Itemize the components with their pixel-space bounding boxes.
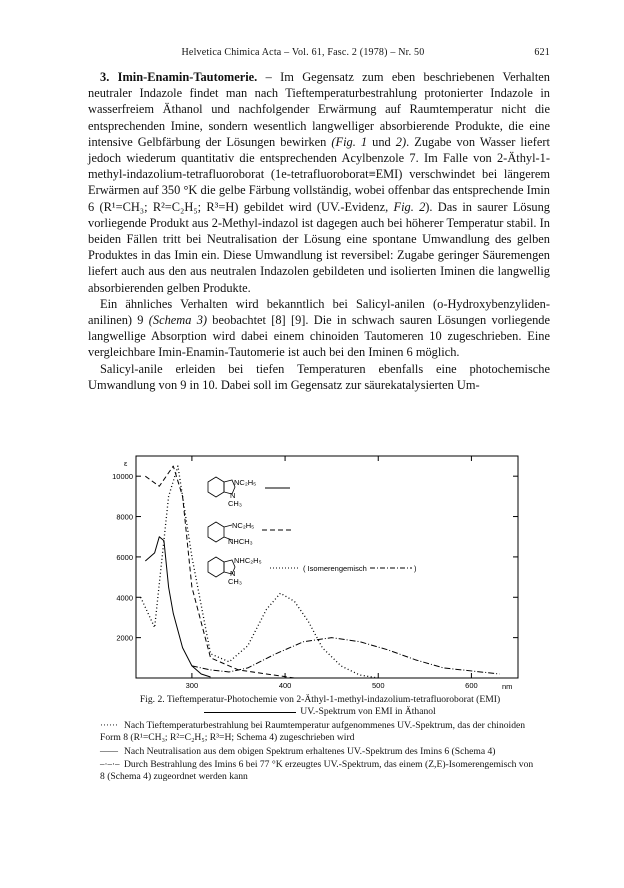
spectrum-chart (100, 450, 530, 690)
page-number: 621 (534, 47, 550, 58)
y-axis-label: ε (124, 459, 128, 468)
svg-text:NC₂H₅: NC₂H₅ (234, 478, 257, 487)
caption-line-2: ······ Nach Tieftemperaturbestrahlung bei Raumtemperatur aufgenommenes UV.-Spektrum, das der chinoiden Form 8 (R¹=CH₃; R²=C₂H₅; R³=H; Schema 4) zugeschrieben wird (100, 719, 526, 744)
y-tick-label: 6000 (116, 552, 133, 562)
structure-1 (208, 477, 290, 508)
mixture-label: ( Isomerengemisch (303, 564, 367, 573)
paragraph-1: 3. Imin-Enamin-Tautomerie. – Im Gegensatz zum eben beschriebenen Verhalten neutraler Indazole findet man nach Tieftemperaturbestrahlung protonierter Indazole in wasserfreiem Äthanol und nachfolgender Erwärmung auf Raumtemperatur nicht die entsprechenden Imine, sondern wesentlich langwelliger absorbierende Produkte, die eine intensive Gelbfärbung der Lösungen bewirken (Fig. 1 und 2). Zugabe von Wasser liefert jedoch wiederum quantitativ die entsprechenden Acylbenzole 7. Im Falle von 2-Äthyl-1-methyl-indazolium-tetrafluoroborat (1e-tetrafluoroborat≡EMI) verschwindet bei längerem Erwärmen auf 350 °K die gelbe Färbung vollständig, wobei offenbar das entsprechende Imin 6 (R¹=CH₃; R²=C₂H₅; R³=H) gebildet wird (UV.-Evidenz, Fig. 2). Das in saurer Lösung vorliegende Produkt aus 2-Methyl-indazol ist dagegen auch bei höherer Temperatur stabil. In beiden Fällen tritt bei Neutralisation der Lösung eine spontane Umwandlung des gelben Produktes in das Imin ein. Diese Umwandlung ist reversibel: Zugabe geringer Säuremengen liefert auch aus den aus neutralen Indazolen gebildeten und isolierten Iminen die langwellig absorbierenden gelben Produkte. (88, 70, 550, 295)
x-tick-label: 300 (185, 681, 199, 690)
caption-line-1: UV.-Spektrum von EMI in Äthanol (100, 706, 540, 718)
paragraph-3: Salicyl-anile erleiden bei tiefen Temperaturen ebenfalls eine photochemische Umwandlung von 9 in 10. Dabei soll im Gegensatz zur säurekatalysierten Um- (88, 361, 550, 392)
svg-text:NHC₂H₅: NHC₂H₅ (234, 556, 262, 565)
svg-text:CH₃: CH₃ (228, 499, 242, 508)
fig-ref: 2) (395, 134, 407, 149)
section-heading: 3. Imin-Enamin-Tautomerie. (100, 70, 258, 84)
journal-title: Helvetica Chimica Acta – Vol. 61, Fasc. 2 (1978) – Nr. 50 (181, 47, 425, 58)
y-tick-label: 4000 (116, 593, 133, 603)
svg-text:N: N (230, 569, 236, 578)
x-tick-label: 600 (465, 681, 478, 690)
figure-caption (100, 694, 540, 784)
article-body (88, 69, 550, 393)
caption-title: Fig. 2. Tieftemperatur-Photochemie von 2-Äthyl-1-methyl-indazolium-tetrafluoroborat (EMI) (139, 694, 501, 705)
y-tick-label: 8000 (116, 512, 133, 522)
series-line-dashdot (192, 638, 499, 674)
y-tick-label: 2000 (116, 633, 133, 643)
svg-text:N: N (230, 491, 236, 500)
caption-line-4: –·–·– Durch Bestrahlung des Imins 6 bei 77 °K erzeugtes UV.-Spektrum, das einem (Z,E)-Isomerengemisch von 8 (Schema 4) zugeordnet werden kann (100, 759, 534, 783)
x-unit-label: nm (502, 682, 513, 690)
series-line-dashed (145, 466, 294, 678)
svg-text:CH₃: CH₃ (228, 577, 242, 586)
fig-ref: Fig. 2 (393, 199, 426, 214)
scheme-ref: (Schema 3) (148, 313, 208, 328)
fig-ref: (Fig. 1 (331, 134, 368, 149)
svg-text:NC₂H₅: NC₂H₅ (232, 521, 255, 530)
x-tick-label: 500 (371, 681, 385, 690)
series-line-solid (145, 537, 210, 677)
paragraph-2: Ein ähnliches Verhalten wird bekanntlich bei Salicyl-anilen (o-Hydroxybenzyliden-anilinen) 9 (Schema 3) beobachtet [8] [9]. Die in schwach sauren Lösungen vorliegende langwellige Absorption wird dabei einem chinoiden Tautomeren 10 zugeschrieben. Eine vergleichbare Imin-Enamin-Tautomerie ist auch bei den Iminen 6 möglich. (88, 296, 550, 360)
y-ticks (112, 472, 518, 642)
uv-spectrum-figure (100, 450, 530, 690)
caption-line-3: –––– Nach Neutralisation aus dem obigen Spektrum erhaltenes UV.-Spektrum des Imins 6 (Schema 4) (100, 745, 496, 757)
svg-text:NHCH₃: NHCH₃ (228, 537, 253, 546)
svg-text:): ) (414, 564, 417, 573)
structure-3 (208, 556, 417, 586)
x-tick-label: 400 (278, 681, 292, 690)
y-tick-label: 10000 (112, 472, 133, 482)
structure-2 (208, 521, 292, 546)
running-header (88, 47, 550, 58)
